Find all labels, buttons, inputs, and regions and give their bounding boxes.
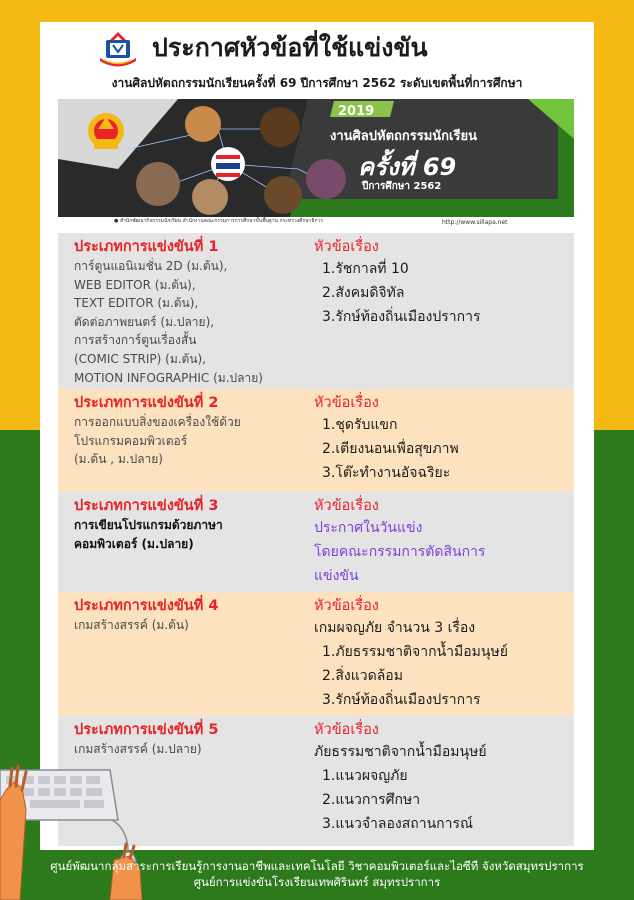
category-desc-line: การสร้างการ์ตูนเรื่องสั้น xyxy=(74,333,197,348)
banner-academic-year: ปีการศึกษา 2562 xyxy=(362,181,442,192)
topic-item: 3.รักษ์ท้องถิ่นเมืองปราการ xyxy=(322,692,481,708)
banner-edition: ครั้งที่ 69 xyxy=(358,153,457,181)
topic-heading: หัวข้อเรื่อง xyxy=(314,239,379,255)
topic-item: 3.รักษ์ท้องถิ่นเมืองปราการ xyxy=(322,309,481,325)
topic-intro: เกมผจญภัย จำนวน 3 เรื่อง xyxy=(314,620,476,636)
category-desc-line: การ์ตูนแอนิเมชั่น 2D (ม.ต้น), xyxy=(74,259,228,273)
topic-info xyxy=(314,496,574,588)
topic-item: 1.รัชกาลที่ 10 xyxy=(322,261,409,277)
banner-year: 2019 xyxy=(338,104,375,119)
topic-heading: หัวข้อเรื่อง xyxy=(314,395,379,411)
topic-item: 3.แนวจำลองสถานการณ์ xyxy=(322,816,473,832)
category-title: ประเภทการแข่งขันที่ 5 xyxy=(74,722,219,738)
topic-item: 1.ภัยธรรมชาติจากน้ำมือมนุษย์ xyxy=(322,644,508,660)
topic-item: โดยคณะกรรมการตัดสินการ xyxy=(314,544,486,560)
topic-info xyxy=(314,596,574,712)
footer-line-1: ศูนย์พัฒนากลุ่มสาระการเรียนรู้การงานอาชีพและเทคโนโลยี วิชาคอมพิวเตอร์และไอซีที จังหวัดสมุทรปราการ xyxy=(50,859,584,873)
category-desc-line: เกมสร้างสรรค์ (ม.ปลาย) xyxy=(74,742,202,756)
banner-organization: ● สำนักพัฒนากิจกรรมนักเรียน สำนักงานคณะกรรมการการศึกษาขั้นพื้นฐาน กระทรวงศึกษาธิการ xyxy=(114,218,324,224)
category-desc-line: โปรแกรมคอมพิวเตอร์ xyxy=(74,433,188,448)
category-desc-line: TEXT EDITOR (ม.ต้น), xyxy=(74,296,199,311)
topic-item: 2.เตียงนอนเพื่อสุขภาพ xyxy=(322,441,459,457)
topic-item: 2.สังคมดิจิทัล xyxy=(322,285,405,301)
category-info xyxy=(74,596,294,635)
category-desc-line: เกมสร้างสรรค์ (ม.ต้น) xyxy=(74,618,189,632)
category-desc-line: การเขียนโปรแกรมด้วยภาษา xyxy=(74,518,223,532)
footer-line-2: ศูนย์การแข่งขันโรงเรียนเทพศิรินทร์ สมุทรปราการ xyxy=(193,875,441,889)
topic-info xyxy=(314,720,574,836)
category-title: ประเภทการแข่งขันที่ 4 xyxy=(74,598,219,614)
topic-item: ประกาศในวันแข่ง xyxy=(314,520,423,536)
category-block-1 xyxy=(58,233,574,389)
topic-item: 2.แนวการศึกษา xyxy=(322,792,421,808)
banner-event-name: งานศิลปหัตถกรรมนักเรียน xyxy=(330,129,477,144)
topic-heading: หัวข้อเรื่อง xyxy=(314,498,379,514)
category-info xyxy=(74,393,294,469)
topic-heading: หัวข้อเรื่อง xyxy=(314,722,379,738)
school-emblem-icon xyxy=(96,30,140,70)
page-subtitle: งานศิลปหัตถกรรมนักเรียนครั้งที่ 69 ปีการศึกษา 2562 ระดับเขตพื้นที่การศึกษา xyxy=(111,76,523,90)
category-block-4 xyxy=(58,592,574,716)
category-desc-line: การออกแบบสิ่งของเครื่องใช้ด้วย xyxy=(74,415,241,429)
topic-item: 2.สิ่งแวดล้อม xyxy=(322,668,403,684)
category-title: ประเภทการแข่งขันที่ 3 xyxy=(74,498,219,514)
topic-item: 1.แนวผจญภัย xyxy=(322,768,408,784)
footer xyxy=(0,858,634,890)
category-title: ประเภทการแข่งขันที่ 2 xyxy=(74,395,219,411)
category-desc-line: ตัดต่อภาพยนตร์ (ม.ปลาย), xyxy=(74,314,215,329)
category-desc-line: (COMIC STRIP) (ม.ต้น), xyxy=(74,351,207,366)
topic-info xyxy=(314,237,574,329)
category-block-2 xyxy=(58,389,574,492)
category-desc-line: MOTION INFOGRAPHIC (ม.ปลาย) xyxy=(74,370,263,385)
topic-intro: ภัยธรรมชาติจากน้ำมือมนุษย์ xyxy=(314,744,487,760)
announcement-card xyxy=(40,22,594,850)
event-banner xyxy=(58,99,574,231)
category-desc-line: WEB EDITOR (ม.ต้น), xyxy=(74,277,196,292)
banner-website: http://www.sillapa.net xyxy=(442,219,508,226)
banner-graphic xyxy=(58,99,574,231)
category-desc-line: (ม.ต้น , ม.ปลาย) xyxy=(74,452,163,467)
topic-heading: หัวข้อเรื่อง xyxy=(314,598,379,614)
page-title: ประกาศหัวข้อที่ใช้แข่งขัน xyxy=(152,33,428,62)
category-info xyxy=(74,496,294,553)
category-info xyxy=(74,237,294,387)
topic-item: 3.โต๊ะทำงานอัจฉริยะ xyxy=(322,465,451,481)
topic-item: แข่งขัน xyxy=(314,568,359,584)
category-block-3 xyxy=(58,492,574,592)
category-info xyxy=(74,720,294,759)
category-desc-line: คอมพิวเตอร์ (ม.ปลาย) xyxy=(74,536,194,551)
topic-info xyxy=(314,393,574,485)
topic-item: 1.ชุดรับแขก xyxy=(322,417,398,433)
category-title: ประเภทการแข่งขันที่ 1 xyxy=(74,239,219,255)
